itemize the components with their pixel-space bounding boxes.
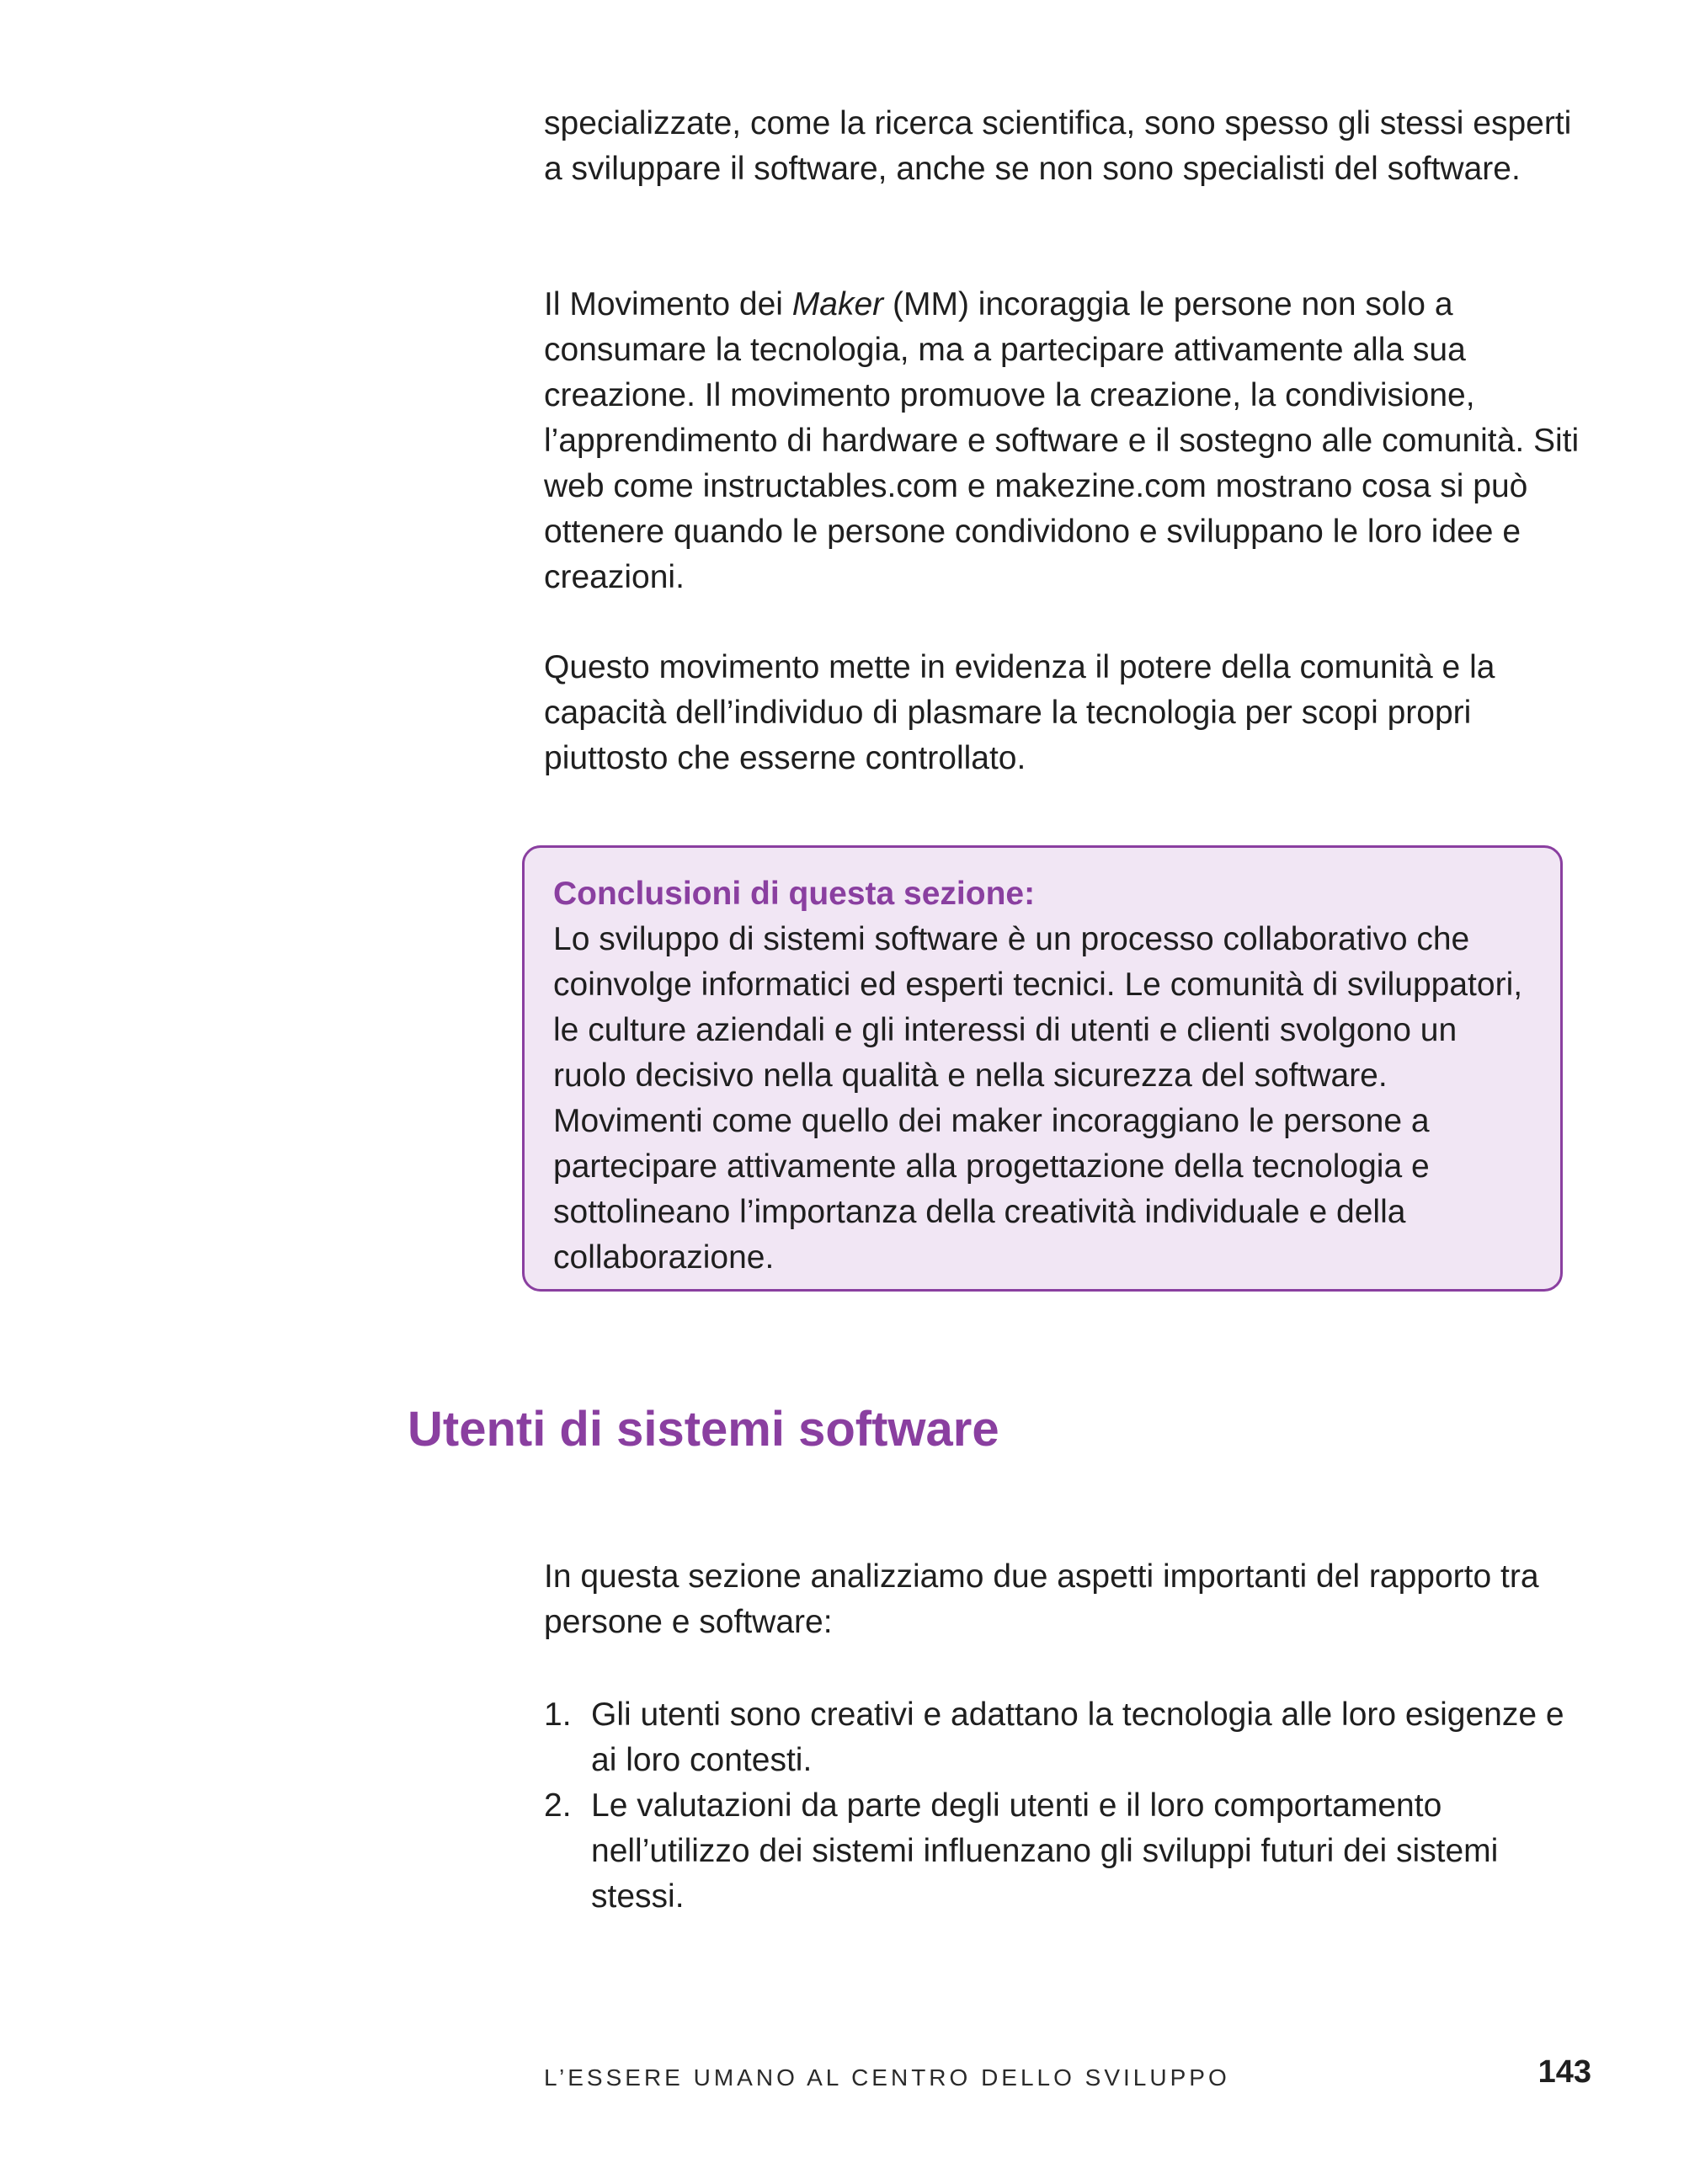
maker-italic-term: Maker bbox=[791, 286, 884, 322]
section-intro-paragraph: In questa sezione analizziamo due aspetti importanti del rapporto tra persone e software: bbox=[544, 1558, 1539, 1640]
page-number: 143 bbox=[1537, 2054, 1591, 2090]
list-item-text: Le valutazioni da parte degli utenti e il loro comportamento nell’utilizzo dei sistemi influenzano gli sviluppi futuri dei sistemi stessi. bbox=[591, 1787, 1499, 1915]
callout-body: Lo sviluppo di sistemi software è un processo collaborativo che coinvolge informatici ed esperti tecnici. Le comunità di sviluppatori, le culture aziendali e gli interessi di utenti e clienti svolgono un ruolo decisivo nella qualità e nella sicurezza del software. Movimenti come quello dei maker incoraggiano le persone a partecipare attivamente alla progettazione della tecnologia e sottolineano l’importanza della creatività individuale e della collaborazione. bbox=[553, 921, 1523, 1276]
list-item bbox=[544, 1692, 1596, 1783]
footer-book-title: L’ESSERE UMANO AL CENTRO DELLO SVILUPPO bbox=[544, 2064, 1230, 2091]
list-item-text: Gli utenti sono creativi e adattano la tecnologia alle loro esigenze e ai loro contesti. bbox=[591, 1697, 1564, 1778]
list-item-number: 2. bbox=[544, 1787, 572, 1824]
callout-title: Conclusioni di questa sezione: bbox=[553, 876, 1036, 912]
numbered-list bbox=[544, 1692, 1596, 1920]
maker-text-before: Il Movimento dei bbox=[544, 286, 792, 322]
list-item bbox=[544, 1783, 1596, 1920]
list-item-number: 1. bbox=[544, 1697, 572, 1733]
conclusions-callout-box bbox=[522, 845, 1563, 1292]
paragraph-maker-movement bbox=[544, 282, 1596, 600]
maker-text-after: (MM) incoraggia le persone non solo a consumare la tecnologia, ma a partecipare attivamente alla sua creazione. Il movimento promuove la creazione, la condivisione, l’apprendimento di hardware e software e il sostegno alle comunità. Siti web come instructables.com e makezine.com mostrano cosa si può ottenere quando le persone condividono e sviluppano le loro idee e creazioni. bbox=[544, 286, 1580, 595]
section-heading: Utenti di sistemi software bbox=[408, 1402, 999, 1457]
paragraph-intro: specializzate, come la ricerca scientifica, sono spesso gli stessi esperti a sviluppare il software, anche se non sono specialisti del software. bbox=[544, 105, 1572, 187]
paragraph-community: Questo movimento mette in evidenza il potere della comunità e la capacità dell’individuo di plasmare la tecnologia per scopi propri piuttosto che esserne controllato. bbox=[544, 649, 1495, 776]
